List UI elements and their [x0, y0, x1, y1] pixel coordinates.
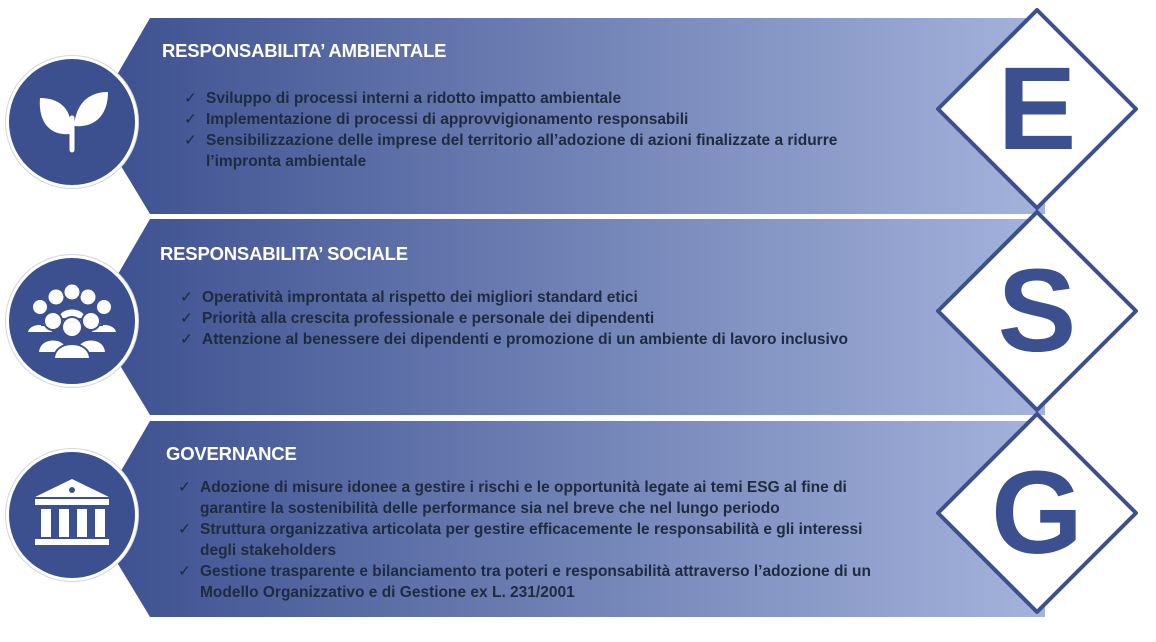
list-item: ✓ Sviluppo di processi interni a ridotto impatto ambientale — [184, 90, 622, 107]
section-title: GOVERNANCE — [166, 443, 297, 464]
letter-diamond-g — [932, 408, 1142, 618]
section-title: RESPONSABILITA’ AMBIENTALE — [162, 40, 447, 61]
letter-s: S — [997, 245, 1077, 377]
list-item: ✓ Struttura organizzativa articolata per gestire efficacemente le responsabilità e gli interessi degli stakeholders — [178, 521, 863, 559]
letter-diamond-e — [932, 4, 1142, 214]
list-item: ✓ Priorità alla crescita professionale e personale dei dipendenti — [180, 310, 655, 327]
list-item: ✓ Gestione trasparente e bilanciamento tra poteri e responsabilità attraverso l’adozione di un Modello Organizzativo e di Gestione ex L. 231/2001 — [178, 563, 871, 601]
letter-diamond-s — [932, 206, 1142, 416]
check-icon: ✓ — [184, 111, 197, 128]
bullet-list — [184, 88, 914, 172]
check-icon: ✓ — [180, 310, 193, 327]
check-icon: ✓ — [178, 563, 191, 580]
list-item: ✓ Implementazione di processi di approvvigionamento responsabili — [184, 111, 689, 128]
check-icon: ✓ — [180, 289, 193, 306]
social-icon-circle — [6, 255, 138, 387]
check-icon: ✓ — [184, 90, 197, 107]
section-title: RESPONSABILITA’ SOCIALE — [160, 243, 408, 264]
list-item: ✓ Operatività improntata al rispetto dei migliori standard etici — [180, 289, 638, 306]
check-icon: ✓ — [178, 479, 191, 496]
environmental-icon-circle — [6, 56, 138, 188]
letter-g: G — [991, 447, 1083, 579]
bullet-list — [180, 287, 920, 350]
check-icon: ✓ — [180, 331, 193, 348]
governance-icon-circle — [6, 449, 138, 581]
list-item: ✓ Attenzione al benessere dei dipendenti e promozione di un ambiente di lavoro inclusivo — [180, 331, 848, 348]
check-icon: ✓ — [184, 132, 197, 149]
list-item: ✓ Adozione di misure idonee a gestire i rischi e le opportunità legate ai temi ESG al fine di garantire la sostenibilità delle performance sia nel breve che nel lungo periodo — [178, 479, 847, 517]
letter-e: E — [997, 43, 1077, 175]
list-item: ✓ Sensibilizzazione delle imprese del territorio all’adozione di azioni finalizzate a ridurre l’impronta ambientale — [184, 132, 838, 170]
check-icon: ✓ — [178, 521, 191, 538]
people-group-icon — [26, 283, 118, 359]
bank-building-icon — [33, 479, 111, 551]
bullet-list — [178, 477, 918, 603]
leaf-icon — [32, 82, 112, 162]
